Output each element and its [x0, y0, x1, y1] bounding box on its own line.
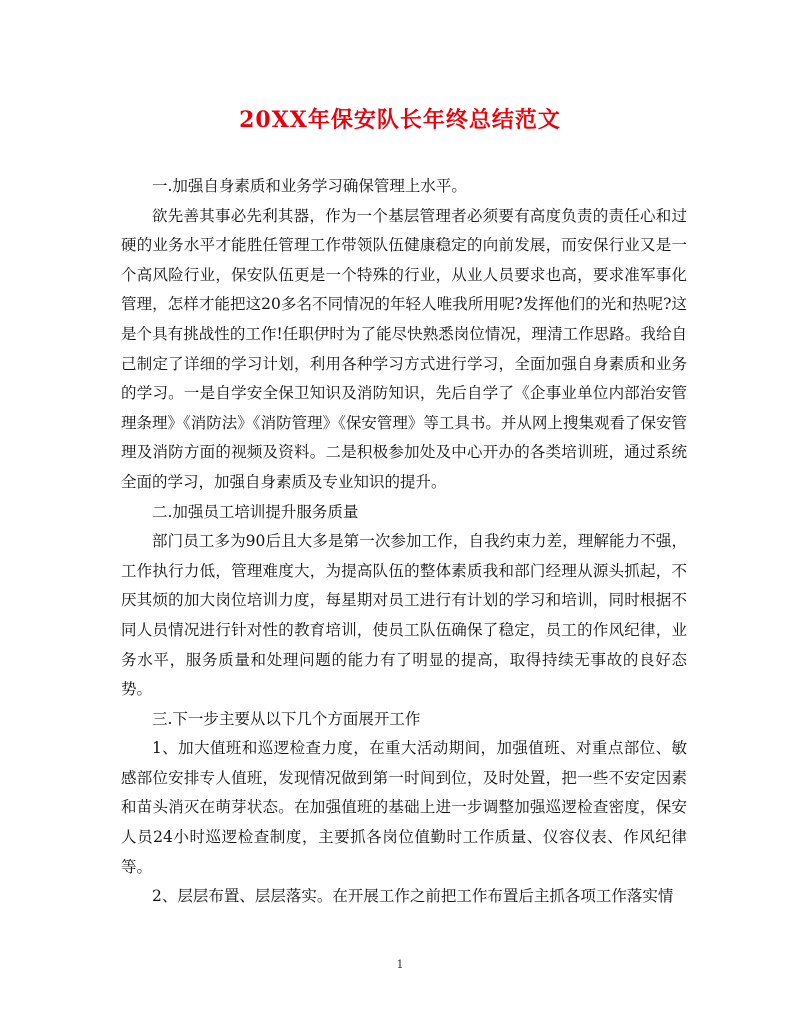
body-paragraph-4: 2、层层布置、层层落实。在开展工作之前把工作布置后主抓各项工作落实情: [152, 887, 674, 906]
document-title: 20XX年保安队长年终总结范文: [239, 107, 561, 133]
section-heading-3: 三.下一步主要从以下几个方面展开工作: [152, 709, 421, 728]
section-heading-2: 二.加强员工培训提升服务质量: [152, 502, 359, 521]
body-paragraph-3: 1、加大值班和巡逻检查力度，在重大活动期间，加强值班、对重点部位、敏感部位安排专人值班，发现情况做到第一时间到位，及时处置，把一些不安定因素和苗头消灭在萌芽状态。在加强值班的基础上进一步调整加强巡逻检查密度，保安人员24小时巡逻检查制度，主要抓各岗位值勤时工作质量、仪容仪表、作风纪律等。: [121, 739, 687, 876]
body-paragraph-2: 部门员工多为90后且大多是第一次参加工作，自我约束力差，理解能力不强，工作执行力低，管理难度大，为提高队伍的整体素质我和部门经理从源头抓起，不厌其烦的加大岗位培训力度，每星期对员工进行有计划的学习和培训，同时根据不同人员情况进行针对性的教育培训，使员工队伍确保了稳定，员工的作风纪律，业务水平，服务质量和处理问题的能力有了明显的提高，取得持续无事故的良好态势。: [121, 532, 687, 699]
section-heading-1: 一.加强自身素质和业务学习确保管理上水平。: [152, 177, 467, 195]
page-number: 1: [396, 958, 404, 971]
document-body: [121, 172, 687, 912]
body-paragraph-1: 欲先善其事必先利其器，作为一个基层管理者必须要有高度负责的责任心和过硬的业务水平才能胜任管理工作带领队伍健康稳定的向前发展，而安保行业又是一个高风险行业，保安队伍更是一个特殊的行业，从业人员要求也高，要求准军事化管理，怎样才能把这20多名不同情况的年轻人唯我所用呢?发挥他们的光和热呢?这是个具有挑战性的工作!任职伊时为了能尽快熟悉岗位情况，理清工作思路。我给自己制定了详细的学习计划，利用各种学习方式进行学习，全面加强自身素质和业务的学习。一是自学安全保卫知识及消防知识，先后自学了《企事业单位内部治安管理条理》《消防法》《消防管理》《保安管理》等工具书。并从网上搜集观看了保安管理及消防方面的视频及资料。二是积极参加处及中心开办的各类培训班，通过系统全面的学习，加强自身素质及专业知识的提升。: [121, 206, 687, 491]
